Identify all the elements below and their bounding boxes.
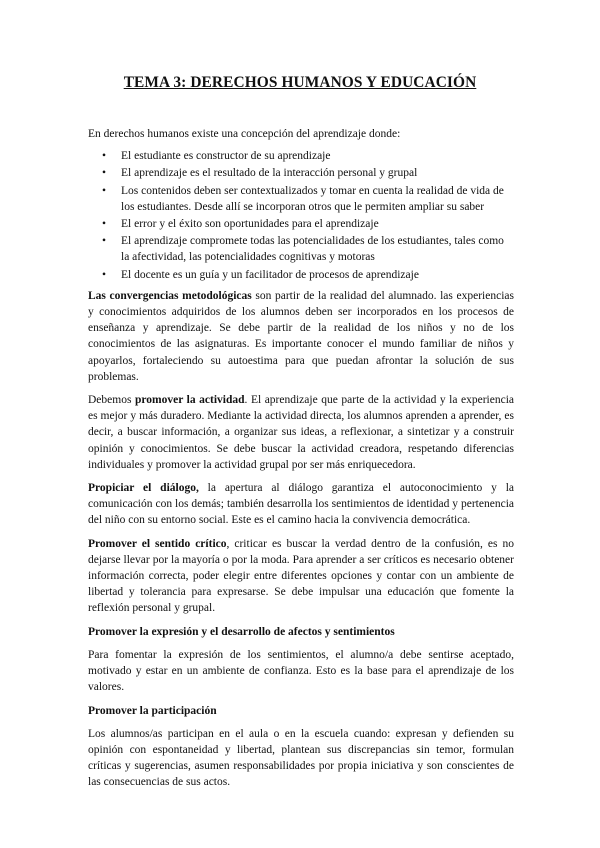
bullet-icon: • (102, 268, 107, 281)
document-title: TEMA 3: DERECHOS HUMANOS Y EDUCACIÓN (123, 74, 477, 91)
list-item: • Los contenidos deben ser contextualizados y tomar en cuenta la realidad de vida de los estudiantes. Desde allí se incorporan otros que le permiten ampliar su saber (102, 184, 504, 213)
paragraph-lead: promover la actividad (134, 394, 245, 407)
list-item: • El estudiante es constructor de su aprendizaje (88, 148, 514, 164)
intro-paragraph: En derechos humanos existe una concepción del aprendizaje donde: (88, 128, 401, 140)
paragraph-actividad: Debemos promover la actividad. El aprendizaje que parte de la actividad y la experiencia es mejor y más duradero. Mediante la actividad directa, los alumnos aprenden a aprender, es decir, a buscar información, a organizar sus ideas, a reflexionar, a sintetizar y a construir opinión y conocimientos. Se debe buscar la actividad creadora, respetando diferencias individuales y promover la actividad grupal por ser más enriquecedora. (88, 394, 514, 471)
list-item: • El error y el éxito son oportunidades para el aprendizaje (88, 216, 514, 232)
paragraph-lead: Las convergencias metodológicas (88, 289, 252, 302)
heading-expresion: Promover la expresión y el desarrollo de afectos y sentimientos (88, 625, 395, 638)
bullet-icon: • (102, 235, 107, 248)
list-item: • El docente es un guía y un facilitador de procesos de aprendizaje (88, 267, 514, 283)
paragraph-dialogo: Propiciar el diálogo, la apertura al diálogo garantiza el autoconocimiento y la comunicación con los demás; también desarrolla los sentimientos de identidad y pertenencia del niño con su entorno social. Este es el camino hacia la convivencia democrática. (88, 482, 514, 527)
paragraph-lead: Promover el sentido crítico (88, 537, 227, 550)
bullet-icon: • (102, 184, 107, 197)
bullet-icon: • (102, 218, 107, 231)
bullet-icon: • (102, 167, 107, 180)
bullet-list (88, 148, 514, 283)
heading-participacion: Promover la participación (88, 704, 217, 717)
bullet-icon: • (102, 150, 107, 163)
paragraph-sentido-critico: Promover el sentido crítico, criticar es buscar la verdad dentro de la confusión, es no dejarse llevar por la mayoría o por la moda. Para aprender a ser críticos es necesario obtener información correcta, poder elegir entre diferentes opciones y contar con un ambiente de libertad y tolerancia para expresarse. Se debe impulsar una educación que fomente la reflexión personal y grupal. (88, 537, 514, 615)
paragraph-expresion: Para fomentar la expresión de los sentimientos, el alumno/a debe sentirse aceptado, motivado y estar en un ambiente de confianza. Esto es la base para el aprendizaje de los valores. (88, 648, 514, 694)
paragraph-participacion: Los alumnos/as participan en el aula o en la escuela cuando: expresan y defienden su opinión con espontaneidad y libertad, plantean sus discrepancias sin temor, formulan críticas y sugerencias, asumen responsabilidades por propia iniciativa y son conscientes de las consecuencias de sus actos. (88, 727, 514, 789)
list-item: • El aprendizaje es el resultado de la interacción personal y grupal (88, 165, 514, 181)
paragraph-lead: Propiciar el diálogo, (88, 482, 199, 495)
list-item: • El aprendizaje compromete todas las potencialidades de los estudiantes, tales como la afectividad, las potencialidades cognitivas y motoras (102, 235, 504, 264)
paragraph-convergencias: Las convergencias metodológicas son partir de la realidad del alumnado. las experiencias y conocimientos adquiridos de los alumnos deben ser incorporados en los procesos de enseñanza y aprendizaje. Se debe partir de la realidad de los niños y no de los conocimientos de las asignaturas. Es importante conocer el mundo familiar de niños y apoyarlos, fortaleciendo su autoestima para que puedan afrontar la solución de sus problemas. (88, 289, 514, 383)
document-body (88, 126, 514, 798)
